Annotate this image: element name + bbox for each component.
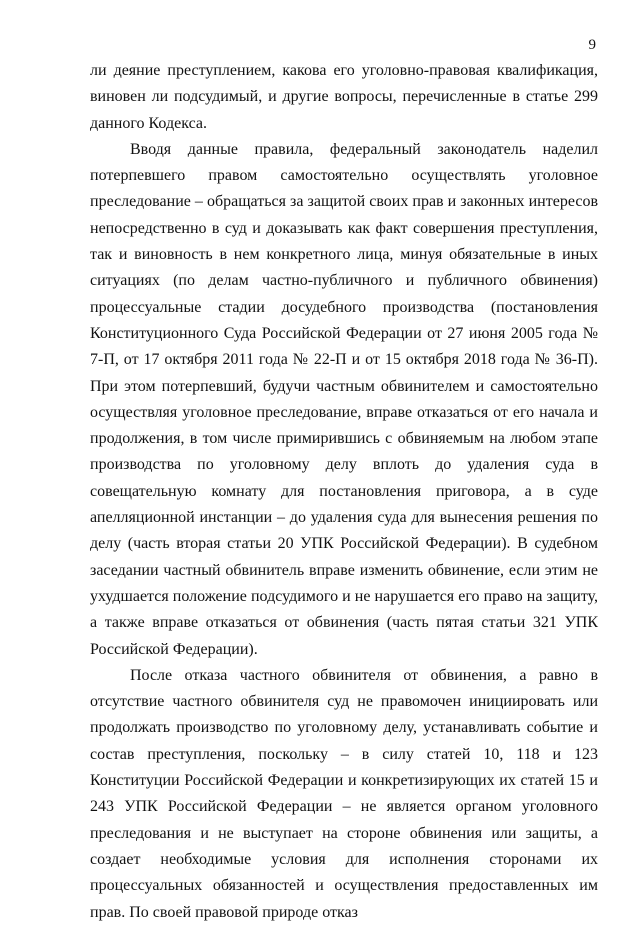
paragraph-2: Вводя данные правила, федеральный законодатель наделил потерпевшего правом самостоятельно осуществлять уголовное преследование – обращаться за защитой своих прав и законных интересов непосредственно в суд и доказывать как факт совершения преступления, так и виновность в нем конкретного лица, минуя обязательные в иных ситуациях (по делам частно-публичного и публичного обвинения) процессуальные стадии досудебного производства (постановления Конституционного Суда Российской Федерации от 27 июня 2005 года № 7-П, от 17 октября 2011 года № 22-П и от 15 октября 2018 года № 36-П). При этом потерпевший, будучи частным обвинителем и самостоятельно осуществляя уголовное преследование, вправе отказаться от его начала и продолжения, в том числе примирившись с обвиняемым на любом этапе производства по уголовному делу вплоть до удаления суда в совещательную комнату для постановления приговора, а в суде апелляционной инстанции – до удаления суда для вынесения решения по делу (часть вторая статьи 20 УПК Российской Федерации). В судебном заседании частный обвинитель вправе изменить обвинение, если этим не ухудшается положение подсудимого и не нарушается его право на защиту, а также вправе отказаться от обвинения (часть пятая статьи 321 УПК Российской Федерации). [90, 140, 598, 658]
document-body [90, 58, 598, 926]
page-number: 9 [588, 37, 596, 53]
paragraph-3: После отказа частного обвинителя от обвинения, а равно в отсутствие частного обвинителя суд не правомочен инициировать или продолжать производство по уголовному делу, устанавливать событие и состав преступления, поскольку – в силу статей 10, 118 и 123 Конституции Российской Федерации и конкретизирующих их статей 15 и 243 УПК Российской Федерации – не является органом уголовного преследования и не выступает на стороне обвинения или защиты, а создает необходимые условия для исполнения сторонами их процессуальных обязанностей и осуществления предоставленных им прав. По своей правовой природе отказ [90, 666, 598, 921]
paragraph-1: ли деяние преступлением, какова его уголовно-правовая квалификация, виновен ли подсудимый, и другие вопросы, перечисленные в статье 299 данного Кодекса. [90, 62, 598, 132]
